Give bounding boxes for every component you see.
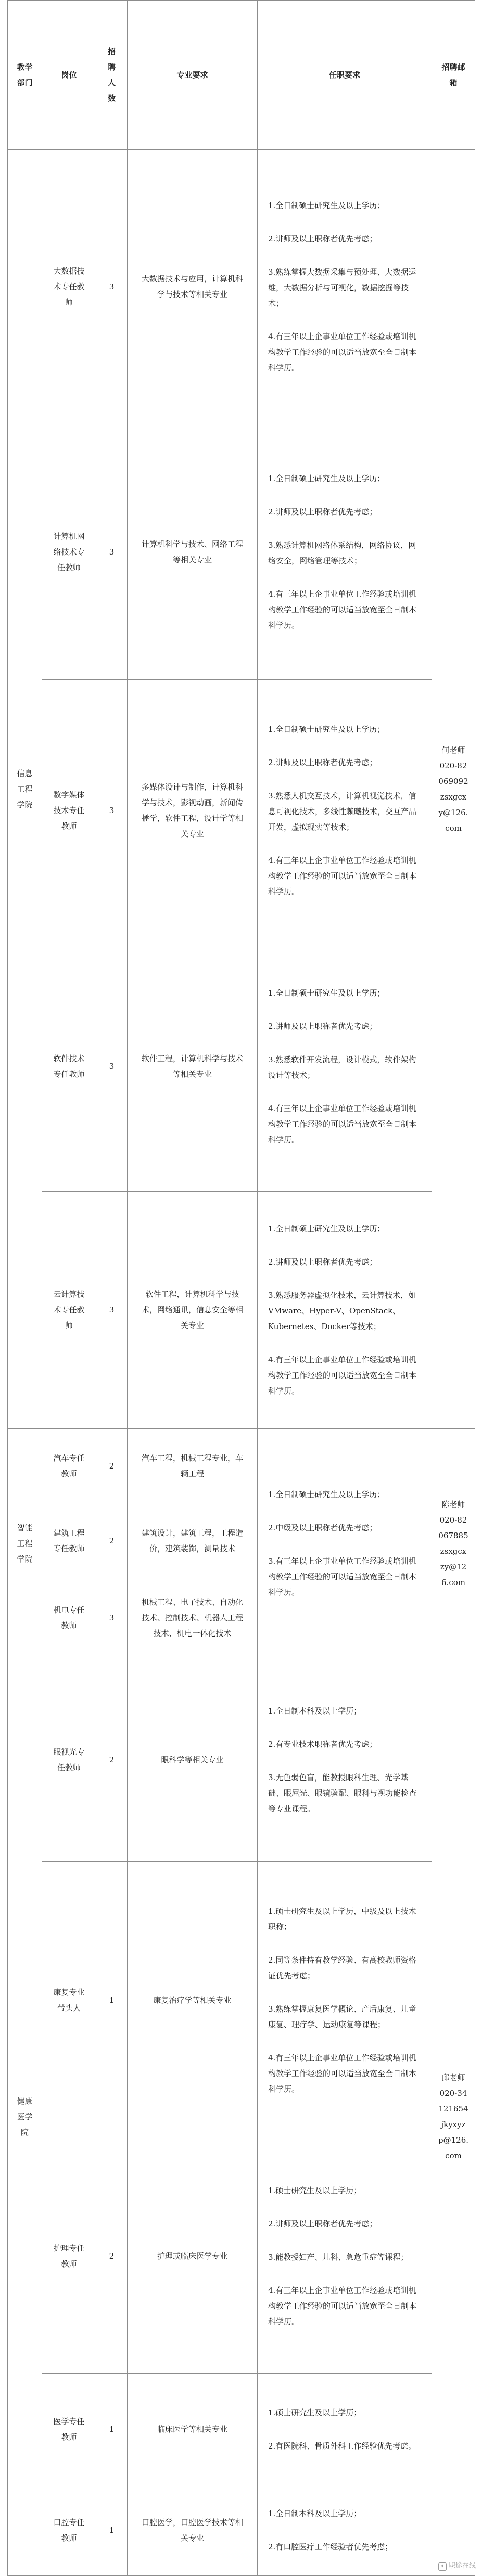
position-count: 2 bbox=[96, 1503, 128, 1578]
position-major: 汽车工程，机械工程专业，车辆工程 bbox=[128, 1428, 258, 1503]
table-row bbox=[8, 1861, 475, 2139]
requirement-item: 1.全日制硕士研究生及以上学历； bbox=[268, 201, 385, 211]
position-count: 1 bbox=[96, 2485, 128, 2575]
position-title: 口腔专任教师 bbox=[42, 2485, 96, 2575]
recruitment-table bbox=[7, 0, 475, 2576]
header-contact: 招聘邮箱 bbox=[432, 1, 475, 150]
header-requirement: 任职要求 bbox=[258, 1, 432, 150]
position-title: 建筑工程专任教师 bbox=[42, 1503, 96, 1578]
requirement-item: 3.熟练掌握大数据采集与预处理、大数据运维，大数据分析与可视化，数据挖掘等技术； bbox=[268, 267, 416, 308]
requirement-item: 3.熟练掌握康复医学概论、产后康复、儿童康复、理疗学、运动康复等课程； bbox=[268, 2004, 416, 2029]
position-major: 软件工程，计算机科学与技术，网络通讯，信息安全等相关专业 bbox=[128, 1192, 258, 1429]
watermark-text: 职途在线 bbox=[448, 2562, 476, 2570]
requirement-item: 3.有三年以上企事业单位工作经验或培训机构教学工作经验的可以适当放宽至全日制本科学历。 bbox=[268, 1556, 417, 1597]
requirement-item: 1.硕士研究生及以上学历； bbox=[268, 2407, 362, 2417]
table-header-row bbox=[8, 1, 475, 150]
requirement-item: 4.有三年以上企事业单位工作经验或培训机构教学工作经验的可以适当放宽至全日制本科学历。 bbox=[268, 855, 417, 896]
table-row bbox=[8, 424, 475, 680]
position-requirements bbox=[258, 2373, 432, 2485]
position-major: 计算机科学与技术、网络工程等相关专业 bbox=[128, 424, 258, 680]
requirement-item: 2.中级及以上职称者优先考虑； bbox=[268, 1523, 377, 1532]
table-row bbox=[8, 1658, 475, 1861]
position-title: 护理专任教师 bbox=[42, 2139, 96, 2373]
requirement-item: 2.讲师及以上职称者优先考虑； bbox=[268, 234, 377, 244]
table-row bbox=[8, 2139, 475, 2373]
requirement-item: 3.熟悉计算机网络体系结构，网络协议，网络安全，网络管理等技术； bbox=[268, 540, 416, 565]
position-count: 1 bbox=[96, 2373, 128, 2485]
header-dept: 教学部门 bbox=[8, 1, 42, 150]
requirement-item: 1.全日制硕士研究生及以上学历； bbox=[268, 1489, 385, 1499]
position-count: 2 bbox=[96, 1428, 128, 1503]
requirement-item: 4.有三年以上企事业单位工作经验或培训机构教学工作经验的可以适当放宽至全日制本科学历。 bbox=[268, 2285, 417, 2326]
requirement-item: 2.讲师及以上职称者优先考虑； bbox=[268, 1257, 377, 1267]
position-major: 机械工程、电子技术、自动化技术、控制技术、机器人工程技术、机电一体化技术 bbox=[128, 1578, 258, 1658]
requirement-item: 2.同等条件持有教学经验、有高校教师资格证优先考虑； bbox=[268, 1955, 416, 1980]
dept-name-info: 信息工程学院 bbox=[8, 149, 42, 1428]
requirement-item: 2.有口腔医疗工作经验者优先考虑； bbox=[268, 2542, 393, 2552]
table-row bbox=[8, 2485, 475, 2575]
requirement-item: 2.讲师及以上职称者优先考虑； bbox=[268, 507, 377, 517]
requirement-item: 3.能教授妇产、儿科、急危重症等课程； bbox=[268, 2252, 409, 2262]
contact-email-health[interactable]: 邱老师 020-34 121654 jkyxyz p@126. com bbox=[432, 1658, 475, 2575]
requirement-item: 3.熟悉服务器虚拟化技术，云计算技术，如VMware、Hyper-V、OpenStack、Kubernetes、Docker等技术； bbox=[268, 1291, 416, 1332]
position-major: 建筑设计，建筑工程，工程造价，建筑装饰，测量技术 bbox=[128, 1503, 258, 1578]
table-row bbox=[8, 149, 475, 424]
requirement-item: 4.有三年以上企事业单位工作经验或培训机构教学工作经验的可以适当放宽至全日制本科学历。 bbox=[268, 332, 417, 373]
position-major: 口腔医学，口腔医学技术等相关专业 bbox=[128, 2485, 258, 2575]
requirement-item: 1.全日制本科及以上学历； bbox=[268, 2509, 362, 2519]
position-count: 3 bbox=[96, 941, 128, 1192]
position-requirements bbox=[258, 2485, 432, 2575]
position-major: 眼科学等相关专业 bbox=[128, 1658, 258, 1861]
position-title: 软件技术专任教师 bbox=[42, 941, 96, 1192]
position-requirements bbox=[258, 2139, 432, 2373]
position-major: 多媒体设计与制作，计算机科学与技术，影视动画，新闻传播学，软件工程，设计学等相关专业 bbox=[128, 680, 258, 941]
position-title: 云计算技术专任教师 bbox=[42, 1192, 96, 1429]
position-count: 3 bbox=[96, 680, 128, 941]
position-title: 数字媒体技术专任教师 bbox=[42, 680, 96, 941]
requirement-item: 2.讲师及以上职称者优先考虑； bbox=[268, 2219, 377, 2229]
position-major: 大数据技术与应用，计算机科学与技术等相关专业 bbox=[128, 149, 258, 424]
position-title: 康复专业带头人 bbox=[42, 1861, 96, 2139]
requirement-item: 2.有专业技术职称者优先考虑； bbox=[268, 1739, 377, 1749]
requirement-item: 2.有医院科、骨质外科工作经验优先考虑。 bbox=[268, 2441, 416, 2451]
position-count: 3 bbox=[96, 149, 128, 424]
position-requirements bbox=[258, 1861, 432, 2139]
header-position: 岗位 bbox=[42, 1, 96, 150]
position-title: 医学专任教师 bbox=[42, 2373, 96, 2485]
position-title: 眼视光专任教师 bbox=[42, 1658, 96, 1861]
position-count: 3 bbox=[96, 1192, 128, 1429]
table-row bbox=[8, 1192, 475, 1429]
requirement-item: 1.全日制硕士研究生及以上学历； bbox=[268, 1224, 385, 1234]
position-major: 康复治疗学等相关专业 bbox=[128, 1861, 258, 2139]
table-row bbox=[8, 1428, 475, 1503]
position-requirements bbox=[258, 424, 432, 680]
requirement-item: 1.全日制本科及以上学历； bbox=[268, 1706, 362, 1716]
position-requirements bbox=[258, 1428, 432, 1658]
position-title: 机电专任教师 bbox=[42, 1578, 96, 1658]
requirement-item: 4.有三年以上企事业单位工作经验或培训机构教学工作经验的可以适当放宽至全日制本科学历。 bbox=[268, 589, 417, 630]
position-title: 计算机网络技术专任教师 bbox=[42, 424, 96, 680]
dept-name-smart: 智能工程学院 bbox=[8, 1428, 42, 1658]
requirement-item: 1.硕士研究生及以上学历，中级及以上技术职称； bbox=[268, 1906, 416, 1931]
requirement-item: 3.熟悉软件开发流程，设计模式，软件架构设计等技术； bbox=[268, 1054, 416, 1080]
requirement-item: 2.讲师及以上职称者优先考虑； bbox=[268, 1021, 377, 1031]
position-title: 汽车专任教师 bbox=[42, 1428, 96, 1503]
header-count: 招聘人数 bbox=[96, 1, 128, 150]
requirement-item: 4.有三年以上企事业单位工作经验或培训机构教学工作经验的可以适当放宽至全日制本科学历。 bbox=[268, 1355, 417, 1396]
header-major: 专业要求 bbox=[128, 1, 258, 150]
watermark-logo-icon: ✦ bbox=[438, 2562, 447, 2571]
watermark bbox=[438, 2560, 476, 2571]
position-count: 2 bbox=[96, 2139, 128, 2373]
position-requirements bbox=[258, 680, 432, 941]
position-requirements bbox=[258, 149, 432, 424]
position-major: 软件工程，计算机科学与技术等相关专业 bbox=[128, 941, 258, 1192]
position-count: 3 bbox=[96, 424, 128, 680]
contact-email-smart[interactable]: 陈老师 020-82 067885 zsxgcx zy@12 6.com bbox=[432, 1428, 475, 1658]
requirement-item: 2.讲师及以上职称者优先考虑； bbox=[268, 757, 377, 767]
position-requirements bbox=[258, 1192, 432, 1429]
contact-email-info[interactable]: 何老师 020-82 069092 zsxgcx y@126. com bbox=[432, 149, 475, 1428]
position-count: 2 bbox=[96, 1658, 128, 1861]
table-row bbox=[8, 941, 475, 1192]
requirement-item: 3.无色弱色盲，能教授眼科生理、光学基础、眼屈光、眼镜验配、眼科与视功能检查等专业课程。 bbox=[268, 1772, 417, 1813]
requirement-item: 1.全日制硕士研究生及以上学历； bbox=[268, 473, 385, 483]
requirement-item: 4.有三年以上企事业单位工作经验或培训机构教学工作经验的可以适当放宽至全日制本科学历。 bbox=[268, 1103, 417, 1144]
position-requirements bbox=[258, 1658, 432, 1861]
table-row bbox=[8, 2373, 475, 2485]
requirement-item: 4.有三年以上企事业单位工作经验或培训机构教学工作经验的可以适当放宽至全日制本科学历。 bbox=[268, 2053, 417, 2094]
requirement-item: 3.熟悉人机交互技术，计算机视觉技术，信息可视化技术，多线性赖曦技术，交互产品开发，虚拟现实等技术； bbox=[268, 791, 417, 832]
position-count: 1 bbox=[96, 1861, 128, 2139]
requirement-item: 1.全日制硕士研究生及以上学历； bbox=[268, 988, 385, 998]
position-count: 3 bbox=[96, 1578, 128, 1658]
position-requirements bbox=[258, 941, 432, 1192]
requirement-item: 1.全日制硕士研究生及以上学历； bbox=[268, 724, 385, 734]
dept-name-health: 健康医学院 bbox=[8, 1658, 42, 2575]
requirement-item: 1.硕士研究生及以上学历； bbox=[268, 2185, 362, 2195]
position-major: 护理或临床医学专业 bbox=[128, 2139, 258, 2373]
position-major: 临床医学等相关专业 bbox=[128, 2373, 258, 2485]
table-row bbox=[8, 680, 475, 941]
position-title: 大数据技术专任教师 bbox=[42, 149, 96, 424]
